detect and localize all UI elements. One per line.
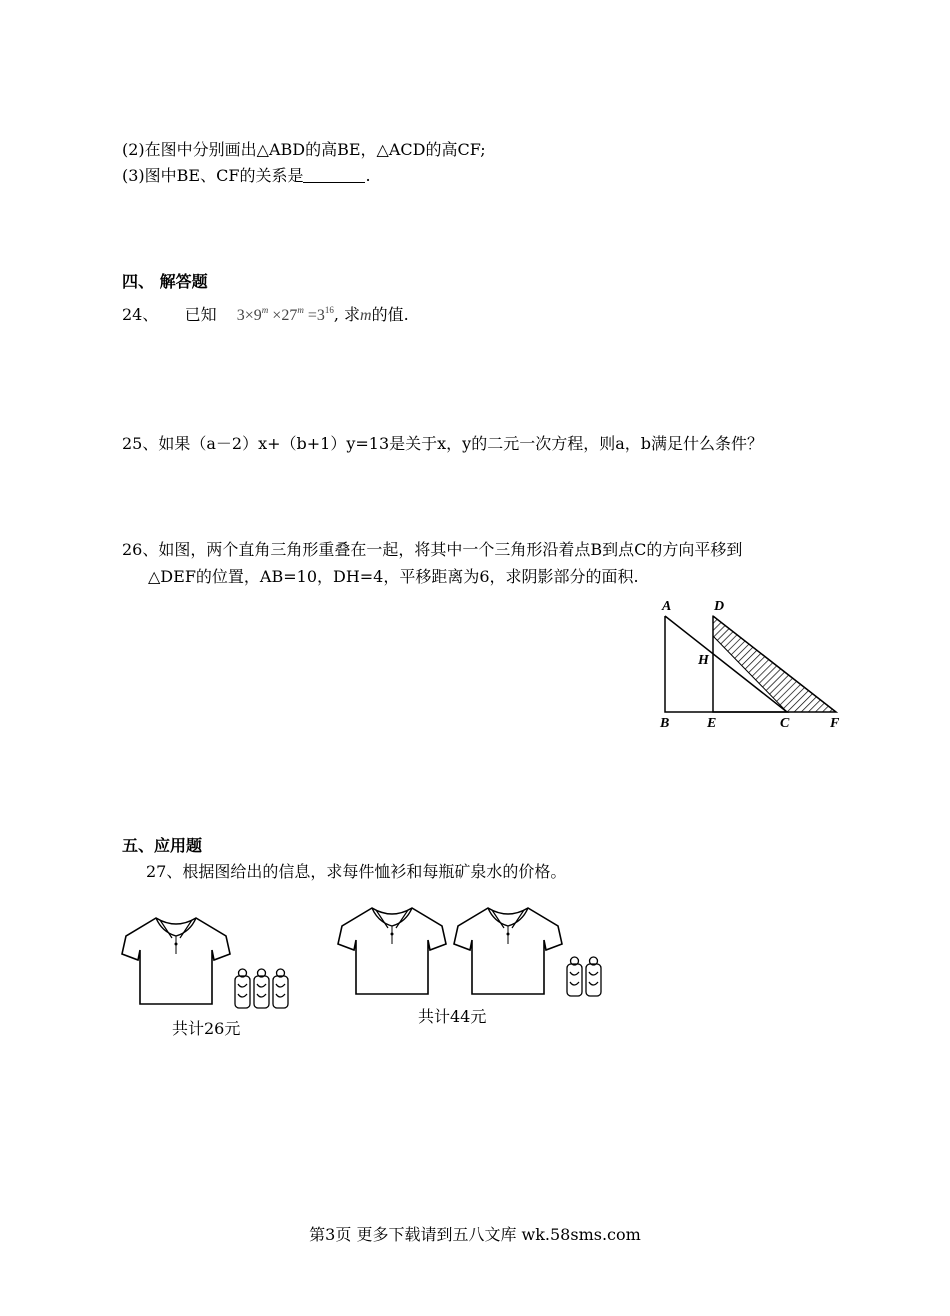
q27: 27、根据图给出的信息，求每件恤衫和每瓶矿泉水的价格。 xyxy=(146,862,567,881)
label-c: C xyxy=(780,716,790,731)
q24-exponent-m2: m xyxy=(297,305,304,315)
q24-var-m: m xyxy=(360,307,372,324)
label-e: E xyxy=(707,716,717,731)
caption-44: 共计44元 xyxy=(418,1007,487,1026)
label-a: A xyxy=(662,599,672,614)
q24-exponent-m1: m xyxy=(261,305,269,315)
label-d: D xyxy=(714,599,725,614)
label-b: B xyxy=(660,716,670,731)
answer-blank xyxy=(303,168,365,183)
caption-26: 共计26元 xyxy=(172,1019,241,1038)
label-h: H xyxy=(698,653,709,668)
q26-line1: 26、如图，两个直角三角形重叠在一起，将其中一个三角形沿着点B到点C的方向平移到 xyxy=(122,540,743,559)
tshirt-icon xyxy=(450,900,570,1000)
q24-exponent-16: 16 xyxy=(324,305,334,315)
q24-tail-suffix: 的值. xyxy=(371,305,409,324)
q23-part3 xyxy=(122,166,371,186)
page-footer: 第3页 更多下载请到五八文库 wk.58sms.com xyxy=(309,1225,641,1244)
q24-expr-eq: =3 xyxy=(307,307,325,324)
label-f: F xyxy=(830,716,840,731)
q24-expr-base: 3×9 xyxy=(236,307,262,324)
q23-part3-prefix: (3)图中BE、CF的关系是 xyxy=(122,166,304,185)
section5-heading: 五、应用题 xyxy=(122,836,203,855)
q25: 25、如果（a－2）x+（b+1）y=13是关于x，y的二元一次方程，则a，b满足什么条件？ xyxy=(122,434,763,453)
q23-part2: (2)在图中分别画出△ABD的高BE，△ACD的高CF; xyxy=(122,140,486,159)
q24 xyxy=(122,300,409,326)
tshirt-icon xyxy=(334,900,454,1000)
q24-expr-times: ×27 xyxy=(272,307,298,324)
q23-part3-suffix: . xyxy=(365,166,371,185)
bottle-group-icon xyxy=(564,954,606,998)
section4-heading: 四、 解答题 xyxy=(122,272,208,291)
bottle-group-icon xyxy=(232,966,292,1010)
q24-tail-prefix: , 求 xyxy=(333,305,361,324)
triangle-figure xyxy=(650,594,870,734)
q26-line2: △DEF的位置，AB=10，DH=4，平移距离为6，求阴影部分的面积. xyxy=(148,567,639,586)
tshirt-icon xyxy=(118,910,238,1010)
q24-equation xyxy=(237,307,334,324)
q24-intro: 已知 xyxy=(184,305,217,324)
q24-number: 24、 xyxy=(122,305,159,324)
